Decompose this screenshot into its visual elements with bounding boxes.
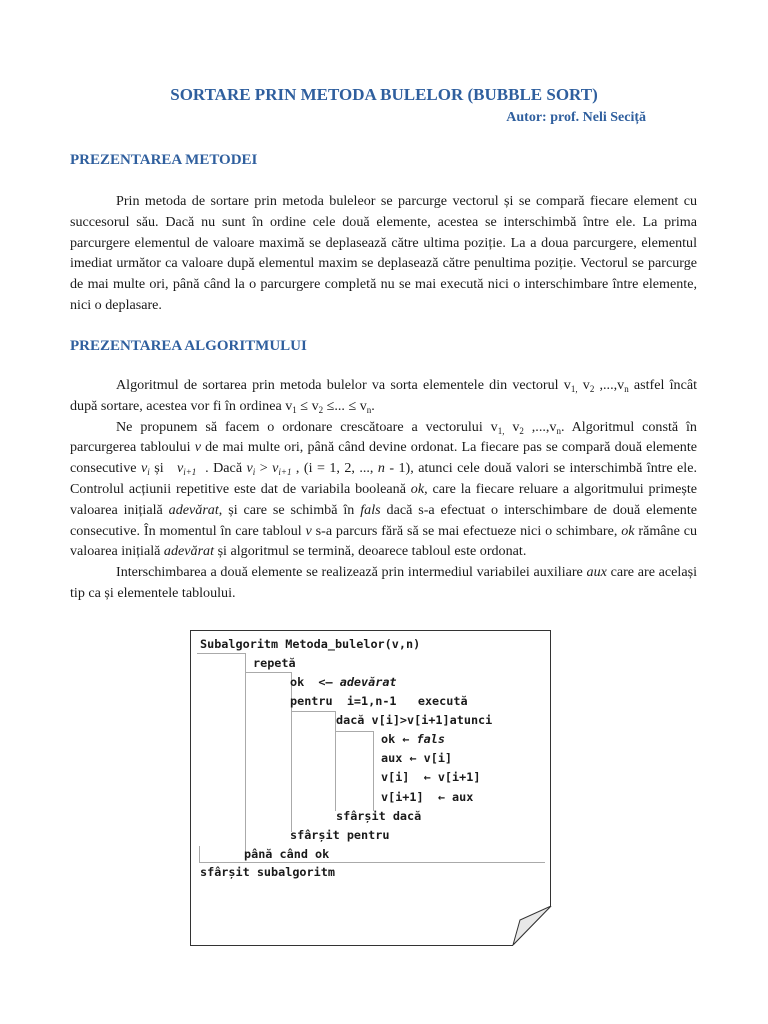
author-line: Autor: prof. Neli Seciță [506, 110, 646, 125]
code-line-swap2: v[i+1] ← aux [381, 790, 474, 804]
paragraph-method: Prin metoda de sortare prin metoda buleleor se parcurge vectorul și se compară fiecare element cu succesorul său. Dacă nu sunt în ordine cele două elemente, acestea se interschimbă între ele. La prima parcurgere elementul de valoare maximă se deplasează către ultima poziție. La a doua parcurgere, elementul imediat următor ca valoare după elementul maxim se deplasează către penultima poziție. Vectorul se parcurge de mai multe ori, până când la o parcurgere completă nu se mai execută nici o interschimbare între elemente, nici o deplasare. [70, 193, 697, 313]
section-heading-algorithm: PREZENTAREA ALGORITMULUI [70, 338, 307, 354]
code-line-aux: aux ← v[i] [381, 751, 453, 765]
document-title: SORTARE PRIN METODA BULELOR (BUBBLE SORT) [170, 85, 598, 104]
code-line-end: sfârșit subalgoritm [200, 865, 335, 879]
code-line-header: Subalgoritm Metoda_bulelor(v,n) [200, 637, 421, 651]
code-line-for: pentru i=1,n-1 execută [290, 694, 468, 708]
code-line-end-if: sfârșit dacă [336, 809, 422, 823]
code-line-ok-false: ok ← fals [381, 732, 445, 746]
code-line-ok-true: ok <— adevărat [290, 675, 397, 689]
code-line-repeat: repetă [253, 656, 296, 670]
page-curl-icon [512, 906, 552, 946]
section-heading-method: PREZENTAREA METODEI [70, 152, 258, 168]
code-line-if: dacă v[i]>v[i+1]atunci [336, 713, 493, 727]
code-line-swap1: v[i] ← v[i+1] [381, 770, 481, 784]
code-line-until: până când ok [244, 847, 330, 861]
pseudocode-box [190, 630, 551, 946]
paragraph-algorithm: Algoritmul de sortarea prin metoda bulelor va sorta elementele din vectorul $v_{1,}$ $v_2$ $,...,v_n$ astfel încât după sortare, acestea vor fi în ordinea $v_1 \le v_2$ ≤... ≤ $v_n$. Ne propunem să facem o ordonare crescătoare a vectorului $v_{1,}$ $v_2$ $,...,v_n$. Algoritmul constă în parcurgerea tabloului v de mai multe ori, până când devine ordonat. La fiecare pas se compară două elemente consecutive $v_i$ și $v_{i+1}$ . Dacă $v_i > v_{i+1}$ , (i = 1, 2, ..., n - 1), atunci cele două valori se interschimbă între ele. Controlul acțiunii repetitive este dat de variabila booleană ok, care la fiecare reluare a algoritmului primește valoarea inițială adevărat, și care se schimbă în fals dacă s-a efectuat o interschimbare de două elemente consecutive. În momentul în care tabloul v s-a parcurs fără să se mai efectueze nici o schimbare, ok rămâne cu valoarea inițială adevărat și algoritmul se termină, deoarece tabloul este ordonat. Interschimbarea a două elemente se realizează prin intermediul variabilei auxiliare aux care are același tip ca și elementele tabloului. [70, 377, 698, 601]
code-line-end-for: sfârșit pentru [290, 828, 390, 842]
